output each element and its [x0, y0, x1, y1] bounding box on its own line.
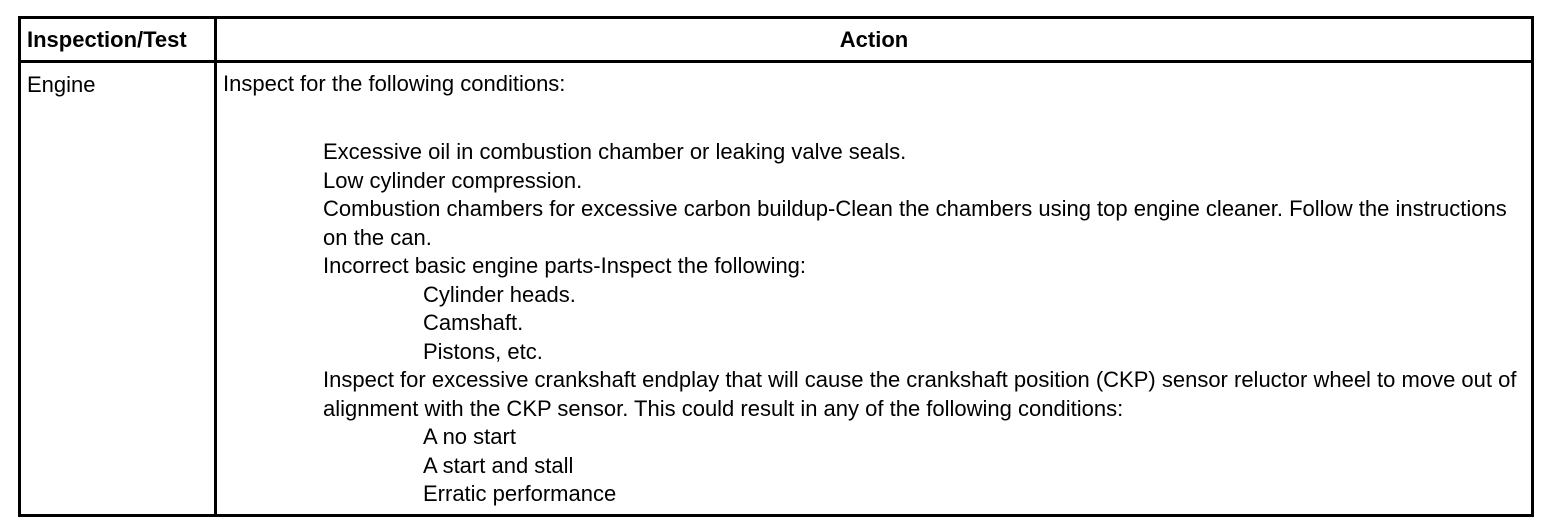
condition-text: Inspect for excessive crankshaft endplay that will cause the crankshaft position (CKP) sensor reluctor wheel to move out of alignment with the CKP sensor. This could result in any of the following conditions: [323, 367, 1517, 421]
condition-item: Low cylinder compression. [323, 167, 583, 193]
cell-action [223, 72, 1523, 509]
engine-parts-list [323, 281, 1523, 367]
engine-part-item: Cylinder heads. [423, 281, 576, 307]
engine-part-item: Pistons, etc. [423, 338, 543, 364]
condition-item-with-sublist [323, 366, 1523, 509]
condition-text: Incorrect basic engine parts-Inspect the following: [323, 253, 807, 278]
header-inspection-test: Inspection/Test [27, 27, 187, 52]
action-intro: Inspect for the following conditions: [223, 71, 566, 96]
inspection-table [18, 16, 1534, 517]
header-action: Action [839, 27, 909, 52]
endplay-result-item: A start and stall [423, 452, 574, 478]
condition-item: Excessive oil in combustion chamber or leaking valve seals. [323, 139, 907, 164]
column-divider [214, 19, 217, 514]
conditions-list [223, 138, 1523, 509]
endplay-results-list [323, 423, 1523, 509]
cell-test-name: Engine [27, 72, 96, 97]
header-row-divider [21, 60, 1531, 63]
engine-part-item: Camshaft. [423, 310, 524, 335]
endplay-result-item: Erratic performance [423, 481, 617, 506]
condition-item-with-sublist [323, 252, 1523, 366]
condition-item: Combustion chambers for excessive carbon buildup-Clean the chambers using top engine cleaner. Follow the instructions on the can. [323, 196, 1507, 250]
endplay-result-item: A no start [423, 424, 516, 449]
